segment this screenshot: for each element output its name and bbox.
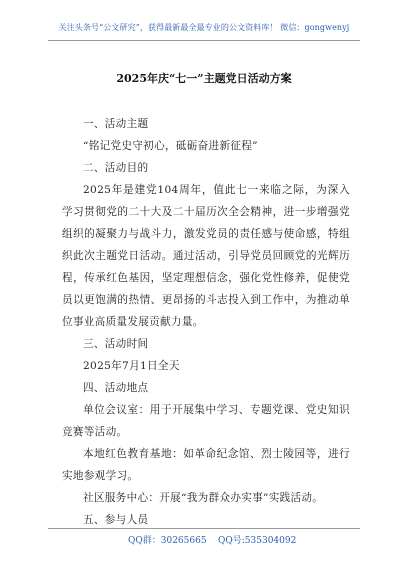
location-community-center: 社区服务中心：开展“我为群众办实事”实践活动。 <box>83 492 324 504</box>
qq-number: QQ号:535304092 <box>218 536 297 546</box>
section-heading-theme: 一、活动主题 <box>83 118 149 130</box>
section-heading-location: 四、活动地点 <box>83 382 149 394</box>
section-heading-time: 三、活动时间 <box>83 338 149 350</box>
page-banner: 关注头条号“公文研究”，获得最新最全最专业的公文资料库！ 微信：gongwenyj <box>58 23 350 32</box>
header-rule <box>48 40 360 41</box>
location-red-education-base: 本地红色教育基地：如革命纪念馆、烈士陵园等，进行实地参观学习。 <box>62 448 350 482</box>
section-heading-purpose: 二、活动目的 <box>83 162 149 174</box>
document-body <box>62 113 350 531</box>
document-title: 2025年庆“七一”主题党日活动方案 <box>116 72 292 85</box>
activity-date: 2025年7月1日全天 <box>83 360 180 372</box>
purpose-paragraph: 2025年是建党104周年，值此七一来临之际，为深入学习贯彻党的二十大及二十届历次全会精神，进一步增强党组织的凝聚力与战斗力，激发党员的责任感与使命感，特组织此次主题党日活动。通过活动，引导党员回顾党的光辉历程，传承红色基因，坚定理想信念，强化党性修养，促使党员以更饱满的热情、更昂扬的斗志投入到工作中，为推动单位事业高质量发展贡献力量。 <box>62 184 350 328</box>
theme-slogan: “铭记党史守初心，砥砺奋进新征程” <box>83 140 258 152</box>
footer-rule <box>48 528 360 529</box>
qq-group: QQ群：30265665 <box>128 536 207 546</box>
section-heading-participants: 五、参与人员 <box>83 514 149 526</box>
location-meeting-room: 单位会议室：用于开展集中学习、专题党课、党史知识竞赛等活动。 <box>62 404 350 438</box>
